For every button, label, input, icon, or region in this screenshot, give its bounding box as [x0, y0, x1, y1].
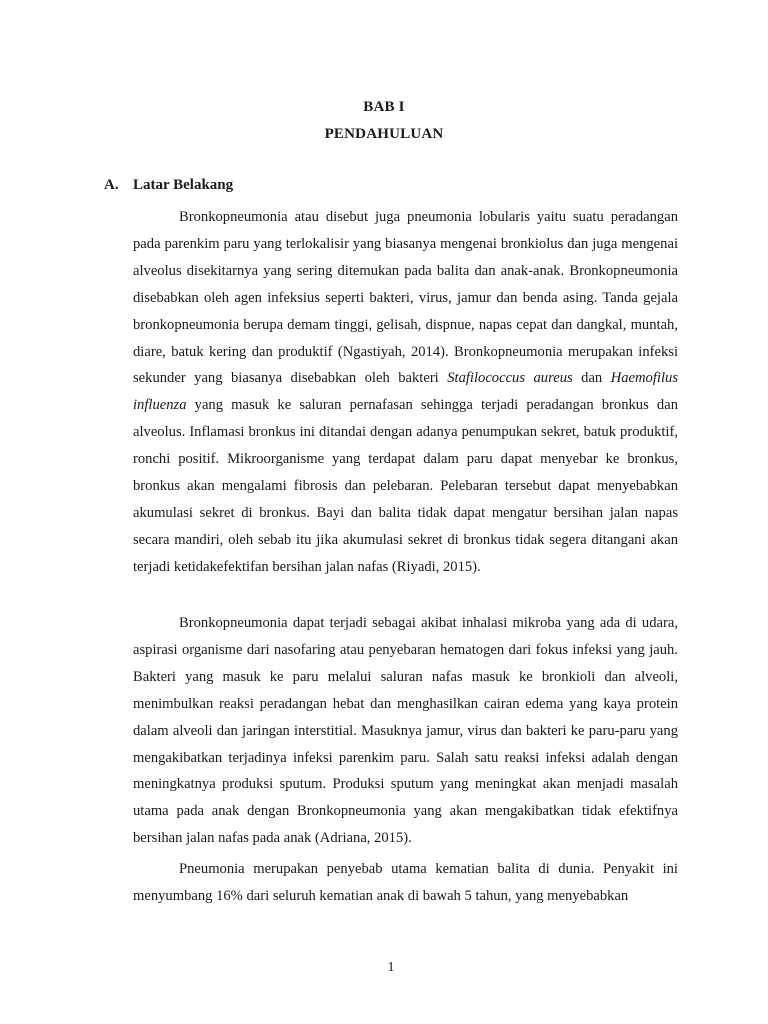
chapter-title: PENDAHULUAN — [324, 126, 444, 142]
paragraph-3-text: Pneumonia merupakan penyebab utama kematian balita di dunia. Penyakit ini menyumbang 16% dari seluruh kematian anak di bawah 5 tahun, yang menyebabkan — [133, 861, 678, 904]
chapter-number: BAB I — [363, 99, 405, 115]
paragraph-2-text: Bronkopneumonia dapat terjadi sebagai akibat inhalasi mikroba yang ada di udara, aspirasi organisme dari nasofaring atau penyebaran hematogen dari fokus infeksi yang jauh. Bakteri yang masuk ke paru melalui saluran nafas masuk ke bronkioli dan alveoli, menimbulkan reaksi peradangan hebat dan menghasilkan cairan edema yang kaya protein dalam alveoli dan jaringan interstitial. Masuknya jamur, virus dan bakteri ke paru-paru yang mengakibatkan terjadinya infeksi parenkim paru. Salah satu reaksi infeksi adalah dengan meningkatnya produksi sputum. Produksi sputum yang meningkat akan menjadi masalah utama pada anak dengan Bronkopneumonia yang akan mengakibatkan tidak efektifnya bersihan jalan nafas pada anak (Adriana, 2015). — [133, 615, 678, 847]
paragraph-1-part-2: dan — [572, 370, 611, 387]
page-number: 1 — [387, 960, 395, 975]
paragraph-1-italic-2: Haemofilus influenza — [133, 370, 678, 414]
section-heading — [104, 177, 233, 194]
paragraph-2 — [133, 610, 678, 852]
paragraph-1-italic-1: Stafilococcus aureus — [447, 370, 573, 387]
section-letter: A. — [104, 177, 119, 193]
paragraph-1-part-1: Bronkopneumonia atau disebut juga pneumonia lobularis yaitu suatu peradangan pada parenkim paru yang terlokalisir yang biasanya mengenai bronkiolus dan juga mengenai alveolus disekitarnya yang sering ditemukan pada balita dan anak-anak. Bronkopneumonia disebabkan oleh agen infeksius seperti bakteri, virus, jamur dan benda asing. Tanda gejala bronkopneumonia berupa demam tinggi, gelisah, dispnue, napas cepat dan dangkal, muntah, diare, batuk kering dan produktif (Ngastiyah, 2014). Bronkopneumonia merupakan infeksi sekunder yang biasanya disebabkan oleh bakteri — [133, 209, 678, 387]
section-title: Latar Belakang — [133, 177, 234, 193]
paragraph-1-part-3: yang masuk ke saluran pernafasan sehingga terjadi peradangan bronkus dan alveolus. Inflamasi bronkus ini ditandai dengan adanya penumpukan sekret, batuk produktif, ronchi positif. Mikroorganisme yang terdapat dalam paru dapat menyebar ke bronkus, bronkus akan mengalami fibrosis dan pelebaran. Pelebaran tersebut dapat menyebabkan akumulasi sekret di bronkus. Bayi dan balita tidak dapat mengatur bersihan jalan napas secara mandiri, oleh sebab itu jika akumulasi sekret di bronkus tidak segera ditangani akan terjadi ketidakefektifan bersihan jalan nafas (Riyadi, 2015). — [133, 397, 678, 575]
paragraph-1 — [133, 204, 678, 581]
paragraph-3 — [133, 856, 678, 910]
